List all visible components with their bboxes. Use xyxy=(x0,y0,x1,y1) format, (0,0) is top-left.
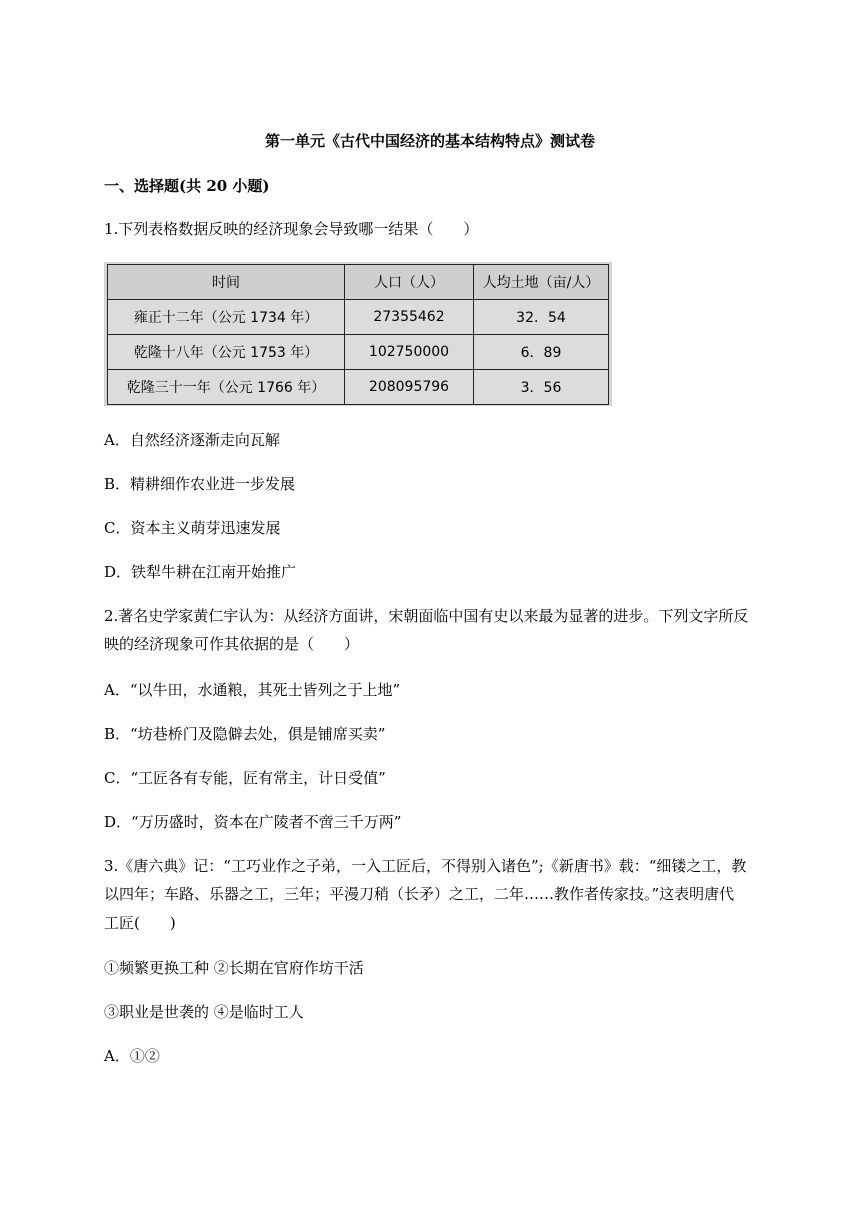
question-1-option-c: C．资本主义萌芽迅速发展 xyxy=(104,519,281,537)
question-1-table-figure xyxy=(104,262,612,406)
question-3-stem-line-3: 工匠( ) xyxy=(104,914,176,932)
question-3-stem-line-2: 以四年；车路、乐器之工，三年；平漫刀稍（长矛）之工，二年……教作者传家技。”这表明唐代 xyxy=(104,885,735,903)
question-1-stem: 1.下列表格数据反映的经济现象会导致哪一结果（ ） xyxy=(104,220,479,238)
question-1-option-a: A．自然经济逐渐走向瓦解 xyxy=(104,431,280,449)
table-cell: 3．56 xyxy=(474,370,609,405)
table-row xyxy=(108,300,609,335)
question-1-option-b: B．精耕细作农业进一步发展 xyxy=(104,475,296,493)
table-cell: 208095796 xyxy=(345,370,474,405)
table-cell: 27355462 xyxy=(345,300,474,335)
question-2-option-c: C．“工匠各有专能，匠有常主，计日受值” xyxy=(104,769,386,787)
question-1-option-d: D．铁犁牛耕在江南开始推广 xyxy=(104,563,297,581)
question-2-stem-line-2: 映的经济现象可作其依据的是（ ） xyxy=(104,635,360,653)
question-3-choices-line-2: ③职业是世袭的 ④是临时工人 xyxy=(104,1003,304,1021)
table-row xyxy=(108,335,609,370)
table-cell: 6．89 xyxy=(474,335,609,370)
page-title: 第一单元《古代中国经济的基本结构特点》测试卷 xyxy=(264,132,595,150)
table-cell: 乾隆三十一年（公元 1766 年） xyxy=(108,370,345,405)
table-header-cell: 人口（人） xyxy=(345,265,474,300)
table-header-row xyxy=(108,265,609,300)
question-2-stem-line-1: 2.著名史学家黄仁宇认为：从经济方面讲，宋朝面临中国有史以来最为显著的进步。下列文字所反 xyxy=(104,607,749,625)
question-2-option-b: B．“坊巷桥门及隐僻去处，俱是铺席买卖” xyxy=(104,725,386,743)
question-2-option-a: A．“以牛田，水通粮，其死士皆列之于上地” xyxy=(104,681,401,699)
table-cell: 102750000 xyxy=(345,335,474,370)
table-row xyxy=(108,370,609,405)
question-3-stem-line-1: 3.《唐六典》记：“工巧业作之子弟，一入工匠后，不得别入诸色”;《新唐书》载：“细镂之工，教 xyxy=(104,857,747,875)
table-cell: 雍正十二年（公元 1734 年） xyxy=(108,300,345,335)
question-2-option-d: D．“万历盛时，资本在广陵者不啻三千万两” xyxy=(104,813,402,831)
table-header-cell: 时间 xyxy=(108,265,345,300)
question-3-choices-line-1: ①频繁更换工种 ②长期在官府作坊干活 xyxy=(104,959,364,977)
table-cell: 32．54 xyxy=(474,300,609,335)
section-heading: 一、选择题(共 20 小题) xyxy=(104,177,270,195)
table-cell: 乾隆十八年（公元 1753 年） xyxy=(108,335,345,370)
population-land-table xyxy=(107,264,609,405)
table-header-cell: 人均土地（亩/人） xyxy=(474,265,609,300)
question-3-option-a: A．①② xyxy=(104,1047,160,1065)
